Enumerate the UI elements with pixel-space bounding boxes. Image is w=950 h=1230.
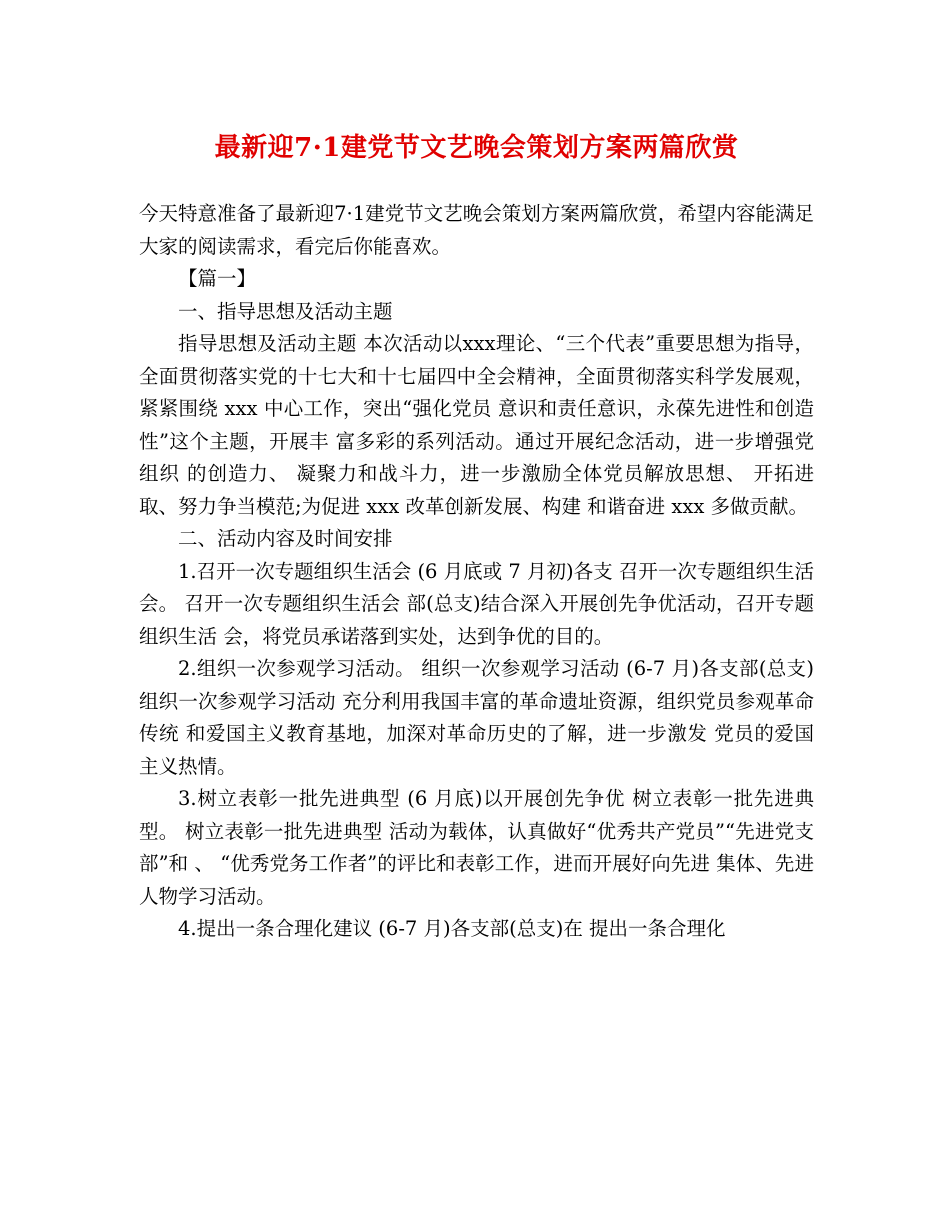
- document-title: 最新迎7·1建党节文艺晚会策划方案两篇欣赏: [214, 133, 739, 163]
- guiding-thought-paragraph: 指导思想及活动主题 本次活动以xxx理论、“三个代表”重要思想为指导， 全面贯彻落实党的十七大和十七届四中全会精神，全面贯彻落实科学发展观，紧紧围绕 xxx 中心工作，突出“强化党员 意识和责任意识，永葆先进性和创造性”这个主题，开展丰 富多彩的系列活动。通过开展纪念活动，进一步增强党组织 的创造力、 凝聚力和战斗力，进一步激励全体党员解放思想、 开拓进取、努力争当模范;为促进 xxx 改革创新发展、构建 和谐奋进 xxx 多做贡献。: [139, 332, 814, 518]
- activity-item-1: 1.召开一次专题组织生活会 (6 月底或 7 月初)各支 召开一次专题组织生活会。 召开一次专题组织生活会 部(总支)结合深入开展创先争优活动，召开专题组织生活 会，将党员承诺落到实处，达到争优的目的。: [139, 559, 814, 648]
- activity-item-4: 4.提出一条合理化建议 (6-7 月)各支部(总支)在 提出一条合理化: [178, 917, 726, 940]
- intro-paragraph: 今天特意准备了最新迎7·1建党节文艺晚会策划方案两篇欣赏，希望内容能满足大家的阅读需求，看完后你能喜欢。: [139, 202, 814, 258]
- activity-item-2: 2.组织一次参观学习活动。 组织一次参观学习活动 (6-7 月)各支部(总支) 组织一次参观学习活动 充分利用我国丰富的革命遗址资源，组织党员参观革命传统 和爱国主义教育基地，加深对革命历史的了解，进一步激发 党员的爱国主义热情。: [139, 657, 814, 778]
- part-one-heading: 【篇一】: [178, 267, 257, 290]
- section-heading-activities: 二、活动内容及时间安排: [178, 527, 393, 550]
- activity-item-3: 3.树立表彰一批先进典型 (6 月底)以开展创先争优 树立表彰一批先进典型。 树立表彰一批先进典型 活动为载体，认真做好“优秀共产党员”“先进党支部”和 、 “优秀党务工作者”的评比和表彰工作，进而开展好向先进 集体、先进人物学习活动。: [139, 787, 814, 908]
- section-heading-guiding-thought: 一、指导思想及活动主题: [178, 299, 393, 323]
